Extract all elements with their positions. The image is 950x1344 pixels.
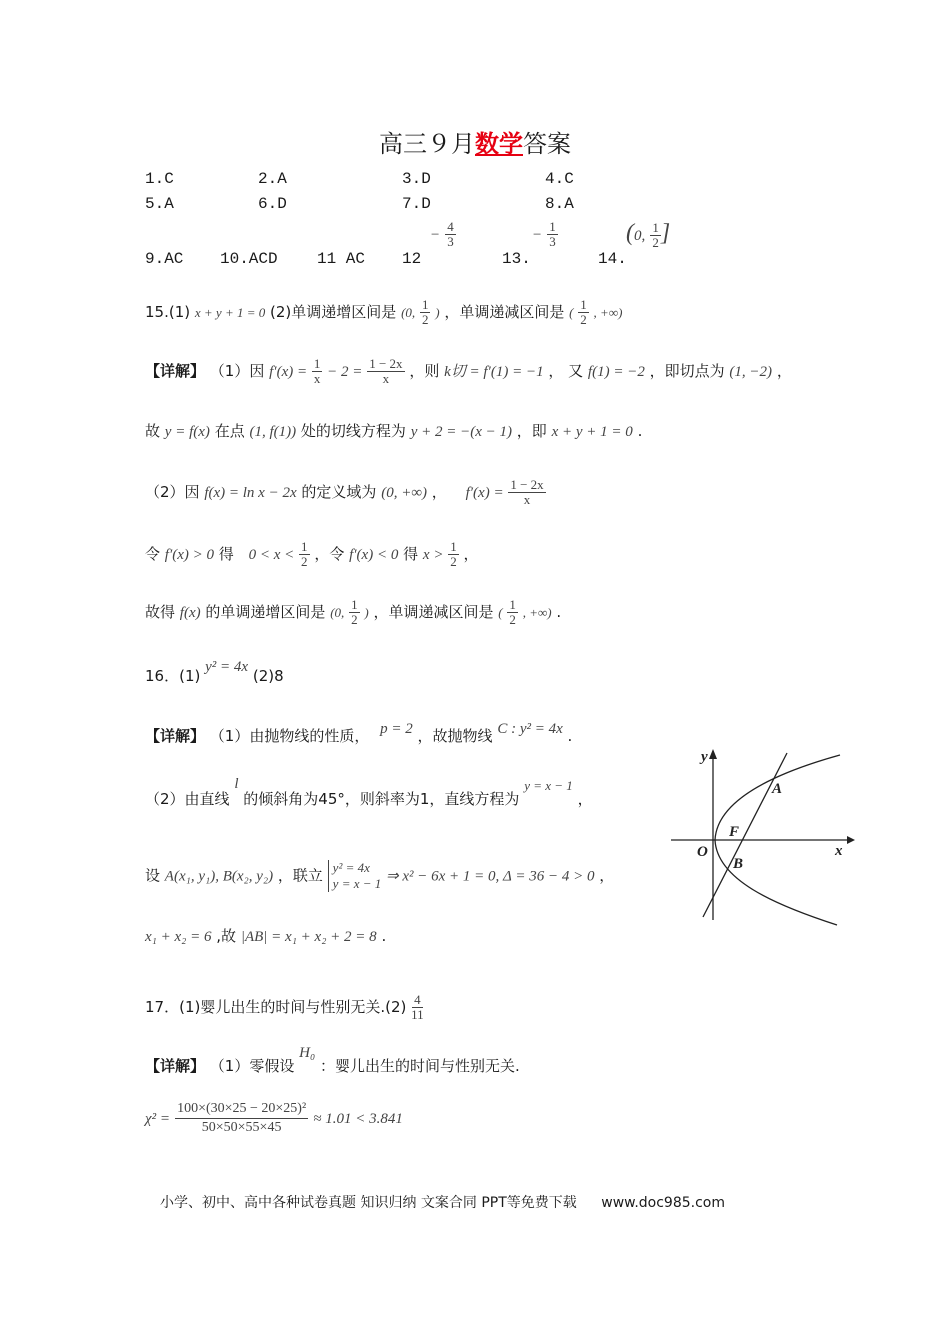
q15-detail-5: 故得 f(x) 的单调递增区间是 (0, $\frac{1}{2}$ ) ，单调递减区间是 ( $\frac{1}{2}$ , +∞) . bbox=[145, 597, 562, 627]
answer-14-label: 14. bbox=[598, 250, 627, 268]
answer-6: 6.D bbox=[258, 195, 287, 213]
page-title bbox=[0, 124, 950, 159]
q16-detail-4: x₁ + x₂ = 6 ,故 |AB| = x₁ + x₂ + 2 = 8 . bbox=[145, 927, 387, 945]
answer-4: 4.C bbox=[545, 170, 574, 188]
q15-detail-2: 故 y = f(x) 在点 (1, f(1)) 处的切线方程为 y + 2 = −(x − 1) ，即 x + y + 1 = 0 . bbox=[145, 422, 643, 440]
point-b-label: B bbox=[733, 856, 744, 872]
answer-12-value: − $\frac{4}{3}$ bbox=[430, 219, 454, 249]
answer-1: 1.C bbox=[145, 170, 174, 188]
q16-detail-3: 设 A(x₁, y₁), B(x₂, y₂) ，联立 y² = 4x y = x − 1 ⇒ x² − 6x + 1 = 0, Δ = 36 − 4 > 0 ， bbox=[145, 860, 615, 891]
answer-7: 7.D bbox=[402, 195, 431, 213]
q16-system: y² = 4x y = x − 1 bbox=[328, 860, 382, 892]
answer-12-label: 12 bbox=[402, 250, 422, 268]
q15-detail-3: （2）因 f(x) = ln x − 2x 的定义域为 (0, +∞) ， f′(x) = $\frac{1 - 2x}{x}$ bbox=[145, 477, 544, 507]
answer-8: 8.A bbox=[545, 195, 574, 213]
title-suffix: 答案 bbox=[523, 130, 571, 158]
title-highlight: 数学 bbox=[475, 130, 523, 158]
title-prefix: 高三９月 bbox=[379, 130, 475, 158]
answer-3: 3.D bbox=[402, 170, 431, 188]
answer-13-value: − $\frac{1}{3}$ bbox=[532, 219, 556, 249]
answer-10: 10.ACD bbox=[220, 250, 278, 268]
y-axis-arrow bbox=[709, 749, 717, 759]
q16-detail-1: 【详解】 （1）由抛物线的性质， p = 2 ，故抛物线 C : y² = 4x . bbox=[145, 721, 573, 745]
footer bbox=[160, 1192, 725, 1212]
x-axis-arrow bbox=[847, 836, 855, 844]
q15-detail-4: 令 f′(x) > 0 得 0 < x < $\frac{1}{2}$ ，令 f′(x) < 0 得 x > $\frac{1}{2}$ ， bbox=[145, 539, 479, 569]
x-axis-label: x bbox=[835, 843, 843, 859]
q15-summary: 15.(1) x + y + 1 = 0 (2)单调递增区间是 (0, $\frac{1}{2}$ ) ，单调递减区间是 ( $\frac{1}{2}$ , +∞) bbox=[145, 297, 623, 327]
q15-detail-1: 【详解】 （1）因 f′(x) = $\frac{1}{x}$ − 2 = $\frac{1 - 2x}{x}$ ，则 k切 = f′(1) = −1 ， 又 f(1) = −2 ，即切点为 (1, −2) ， bbox=[145, 356, 792, 386]
parabola-figure bbox=[665, 745, 855, 930]
point-a-label: A bbox=[772, 781, 783, 797]
q17-detail-1: 【详解】 （1）零假设 H₀ ：婴儿出生的时间与性别无关. bbox=[145, 1045, 520, 1075]
answer-9: 9.AC bbox=[145, 250, 184, 268]
q17-summary: 17．(1)婴儿出生的时间与性别无关.(2) $\frac{4}{11}$ bbox=[145, 992, 424, 1022]
answer-11: 11 AC bbox=[317, 250, 366, 268]
footer-text: 小学、初中、高中各种试卷真题 知识归纳 文案合同 PPT等免费下载 bbox=[160, 1195, 577, 1211]
q16-summary: 16．(1) y² = 4x (2)8 bbox=[145, 659, 284, 685]
footer-url[interactable]: www.doc985.com bbox=[601, 1195, 725, 1211]
y-axis-label: y bbox=[701, 749, 708, 765]
focus-f-label: F bbox=[729, 824, 740, 840]
answer-14-value: (0, $\frac{1}{2}$ ] bbox=[626, 220, 671, 250]
answer-13-label: 13. bbox=[502, 250, 531, 268]
origin-label: O bbox=[697, 844, 708, 860]
q16-detail-2: （2）由直线 l 的倾斜角为45°，则斜率为1，直线方程为 y = x − 1 ， bbox=[145, 776, 593, 808]
answer-5: 5.A bbox=[145, 195, 174, 213]
answer-2: 2.A bbox=[258, 170, 287, 188]
chi-square-formula: χ² = $\frac{\text{100×(30×25 − 20×25)²}}{50\times 50\times 55\times 45}$ ≈ 1.01 < 3.841 bbox=[145, 1101, 403, 1135]
